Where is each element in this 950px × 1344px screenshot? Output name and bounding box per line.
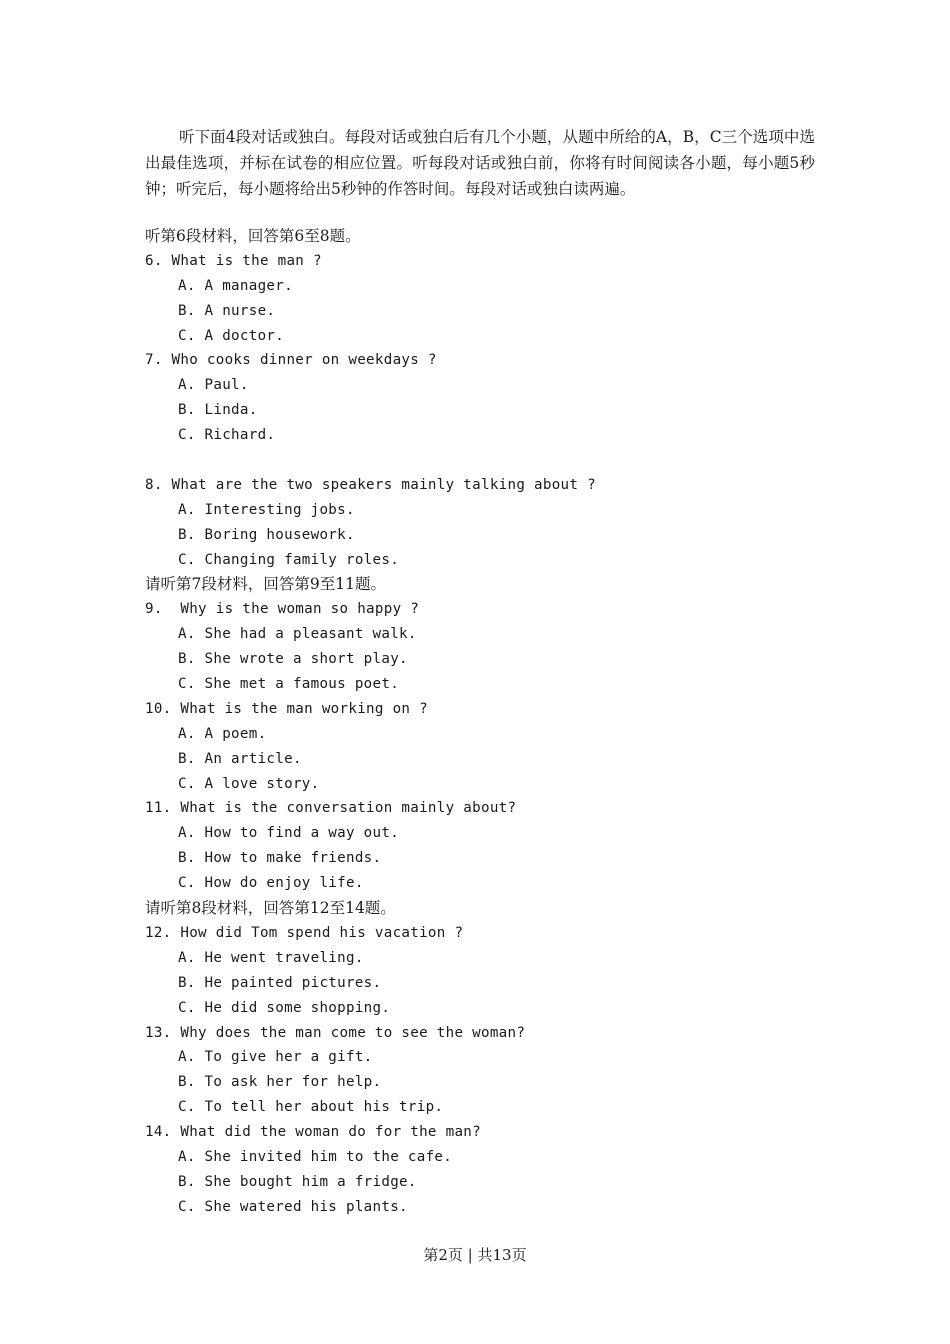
answer-option: A. Paul. [178,377,249,394]
question-stem: 10. What is the man working on ? [145,700,428,717]
page-footer: 第2页 | 共13页 [423,1246,527,1264]
answer-option: B. She wrote a short play. [178,651,408,668]
question-list [145,224,825,1220]
answer-option: B. An article. [178,750,302,767]
answer-option: C. How do enjoy life. [178,875,364,892]
question-stem: 12. How did Tom spend his vacation ? [145,924,464,941]
answer-option: B. She bought him a fridge. [178,1173,417,1190]
answer-option: A. A manager. [178,277,293,294]
section-heading: 听第6段材料，回答第6至8题。 [145,227,361,245]
answer-option: A. Interesting jobs. [178,501,355,518]
section-heading: 请听第8段材料，回答第12至14题。 [145,899,396,918]
answer-option: B. Boring housework. [178,526,355,543]
answer-option: C. She watered his plants. [178,1198,408,1215]
answer-option: A. How to find a way out. [178,825,400,842]
question-stem: 14. What did the woman do for the man? [145,1124,481,1141]
question-stem: 13. Why does the man come to see the woman? [145,1024,526,1041]
question-stem: 9. Why is the woman so happy ? [145,601,420,618]
answer-option: B. To ask her for help. [178,1074,382,1091]
spacer [145,448,825,473]
answer-option: C. Richard. [178,427,276,444]
question-stem: 6. What is the man ? [145,252,322,269]
question-stem: 11. What is the conversation mainly about? [145,800,517,817]
answer-option: C. She met a famous poet. [178,676,400,693]
answer-option: A. She had a pleasant walk. [178,626,417,643]
answer-option: A. She invited him to the cafe. [178,1148,453,1165]
instructions-paragraph: 听下面4段对话或独白。每段对话或独白后有几个小题，从题中所给的A，B，C三个选项中选出最佳选项，并标在试卷的相应位置。听每段对话或独白前，你将有时间阅读各小题，每小题5秒钟；听完后，每小题将给出5秒钟的作答时间。每段对话或独白读两遍。 [145,128,815,198]
answer-option: C. A doctor. [178,327,285,344]
answer-option: C. A love story. [178,775,320,792]
answer-option: C. He did some shopping. [178,999,391,1016]
answer-option: C. Changing family roles. [178,551,400,568]
answer-option: A. A poem. [178,725,267,742]
answer-option: B. Linda. [178,402,258,419]
answer-option: A. He went traveling. [178,949,364,966]
question-stem: 8. What are the two speakers mainly talking about ? [145,476,596,493]
question-stem: 7. Who cooks dinner on weekdays ? [145,352,437,369]
answer-option: B. He painted pictures. [178,974,382,991]
answer-option: B. How to make friends. [178,850,382,867]
answer-option: B. A nurse. [178,302,276,319]
answer-option: C. To tell her about his trip. [178,1099,444,1116]
answer-option: A. To give her a gift. [178,1049,373,1066]
section-heading: 请听第7段材料，回答第9至11题。 [145,575,386,594]
